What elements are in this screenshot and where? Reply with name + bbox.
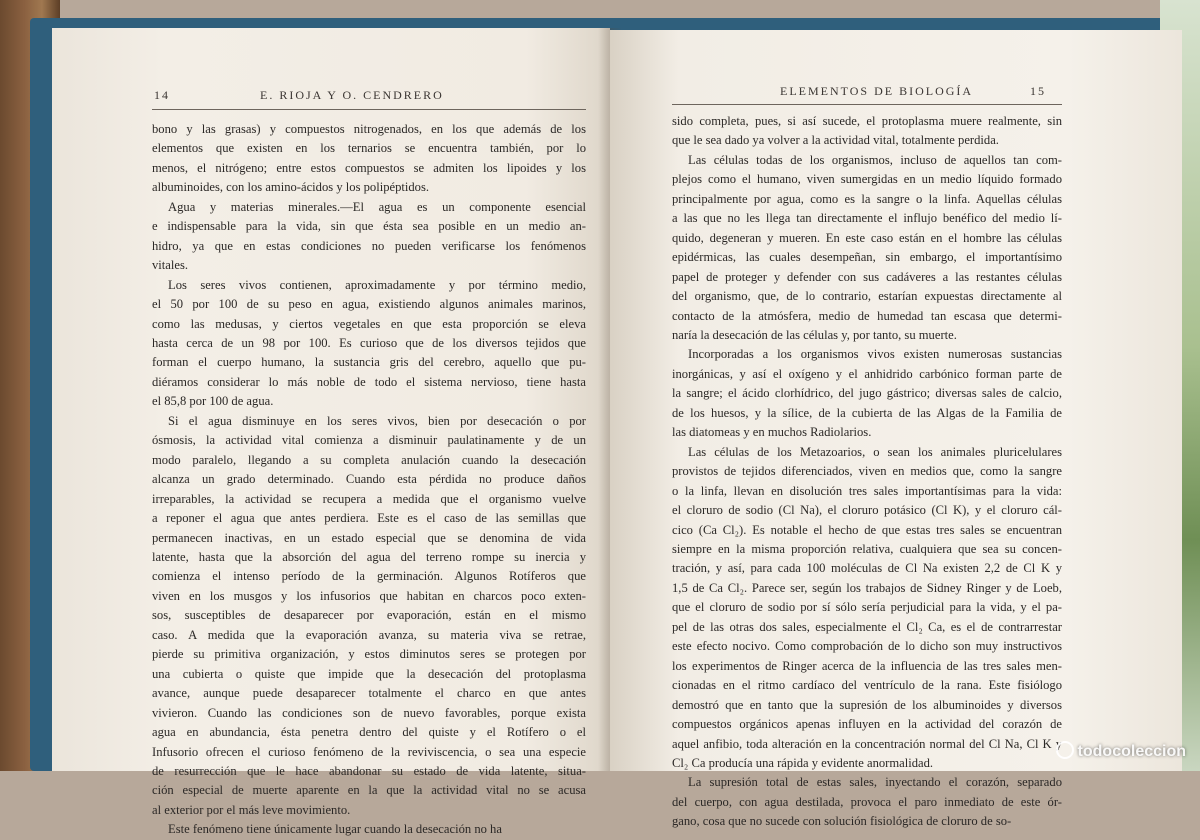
text-line: Cl₂ Ca producía una rápida y evidente anormalidad. (672, 755, 934, 770)
watermark (1056, 741, 1186, 761)
text-line: viven en los musgos y los infusorios que habitan en charcos poco exten- (152, 588, 586, 603)
right-page (610, 30, 1182, 829)
text-line: naría la desecación de las células y, por tanto, su muerte. (672, 327, 957, 342)
text-line: el 85,8 por 100 de agua. (152, 394, 274, 409)
text-line: el cloruro de sodio (Cl Na), el cloruro potásico (Cl K), y el cloruro cál- (672, 503, 1062, 518)
text-line: agua en abundancia, ésta penetra dentro del quiste y el Rotífero o el (152, 725, 586, 740)
text-line: ción especial de muerte aparente en la que la actividad vital no se acusa (152, 783, 586, 798)
text-line: bono y las grasas) y compuestos nitrogenados, en los que además de los (152, 122, 586, 136)
text-line: o la linfa, llevan en disolución tres sales importantísimas para la vida: (672, 483, 1062, 498)
text-line: a reponer el agua que antes perdiera. Este es el caso de las semillas que (152, 511, 586, 526)
page-number: 15 (1030, 84, 1046, 98)
text-line: que le sea dado ya volver a la actividad vital, totalmente perdida. (672, 133, 999, 148)
text-line: vivieron. Cuando las condiciones son de nuevo favorables, porque exista (152, 705, 586, 720)
text-line: tración, y así, para cada 100 moléculas de Cl Na existen 2,2 de Cl K y (672, 561, 1062, 576)
text-line: Agua y materias minerales.—El agua es un componente esencial (168, 199, 586, 214)
header-rule (672, 104, 1062, 105)
body-text (672, 112, 1062, 832)
text-line: vitales. (152, 258, 189, 273)
text-line: sos, susceptibles de desaparecer por evaporación, están en el mismo (152, 608, 586, 623)
text-line: contacto de la atmósfera, medio de humedad tan escasa que determi- (672, 308, 1062, 323)
header-rule (152, 109, 586, 110)
text-line: cionadas en el ritmo cardíaco del ventrículo de la rana. Este fisiólogo (672, 678, 1062, 693)
text-line: el 50 por 100 de su peso en agua, existiendo algunos animales marinos, (152, 297, 586, 312)
text-line: pierde su primitiva organización, y estos diminutos seres se protegen por (152, 647, 586, 662)
text-line: Infusorio ofrecen el curioso fenómeno de la reviviscencia, o sea una especie (152, 744, 586, 759)
text-line: quido, degeneran y mueren. En este caso están en el hombre las células (672, 230, 1062, 245)
text-line: diéramos considerar lo más noble de todo el sistema nervioso, tiene hasta (152, 374, 586, 389)
text-line: al exterior por el más leve movimiento. (152, 802, 351, 817)
text-line: Las células de los Metazoarios, o sean los animales pluricelulares (688, 444, 1062, 459)
text-line: papel de proteger y defender con sus cadáveres a las restantes células (672, 269, 1062, 284)
text-line: compuestos orgánicos apenas influyen en la actividad del corazón de (672, 717, 1062, 732)
text-line: este efecto nocivo. Como comprobación de lo dicho son muy instructivos (672, 639, 1062, 654)
text-line: como las medusas, y ciertos vegetales en que esta proporción se eleva (152, 316, 586, 331)
watermark-logo-icon (1056, 741, 1074, 759)
text-line: irreparables, la actividad se recupera a medida que el organismo vuelve (152, 491, 586, 506)
text-line: permanecen inactivas, en un estado especial que se denomina de vida (152, 530, 586, 545)
text-line: gano, cosa que no sucede con solución fisiológica de cloruro de so- (672, 814, 1012, 829)
text-line: e indispensable para la vida, sin que ésta sea posible en un medio an- (152, 219, 586, 234)
text-line: sido completa, pues, si así sucede, el protoplasma muere realmente, sin (672, 114, 1062, 128)
body-text (152, 120, 586, 840)
left-page (52, 28, 610, 837)
text-line: hidro, ya que en estas condiciones no pueden verificarse los fenómenos (152, 238, 586, 253)
text-line: ósmosis, la actividad vital comienza a disminuir paulatinamente y de un (152, 433, 586, 448)
text-line: de resurrección que le hace abandonar su estado de vida latente, situa- (152, 763, 586, 778)
text-line: que el cloruro de sodio por sí sólo sería perjudicial para la vida, y el pa- (672, 600, 1062, 615)
text-line: Si el agua disminuye en los seres vivos, bien por desecación o por (168, 413, 586, 428)
text-line: demostró que en tanto que la supresión de los albuminoides y diversos (672, 697, 1062, 712)
running-head: E. RIOJA Y O. CENDRERO (260, 88, 444, 102)
text-line: la sangre; el ácido clorhídrico, del jugo gástrico; diversas sales de calcio, (672, 386, 1062, 401)
text-line: comienza el intenso período de la germinación. Algunos Rotíferos que (152, 569, 586, 584)
text-line: los experimentos de Ringer acerca de la influencia de las tres sales men- (672, 658, 1062, 673)
text-line: a las que no les llega tan directamente el influjo benéfico del medio lí- (672, 211, 1062, 226)
text-line: una cubierta o quiste que impide que la desecación del protoplasma (152, 666, 586, 681)
text-line: del cuerpo, con agua destilada, provoca el paro inmediato de este ór- (672, 794, 1062, 809)
text-line: La supresión total de estas sales, inyectando el corazón, separado (688, 775, 1062, 790)
watermark-text: todocoleccion (1077, 743, 1186, 760)
text-line: Los seres vivos contienen, aproximadamente y por término medio, (168, 277, 586, 292)
text-line: hasta cerca de un 98 por 100. Es curioso que de los diversos tejidos que (152, 335, 586, 350)
text-line: pel de las otras dos sales, especialmente el Cl₂ Ca, es el de contrarrestar (672, 619, 1062, 634)
text-line: avance, aunque puede desaparecer totalmente el charco en que antes (152, 686, 586, 701)
page-number: 14 (154, 88, 170, 102)
text-line: inorgánicas, y así el oxígeno y el anhidrido carbónico forman parte de (672, 366, 1062, 381)
text-line: 1,5 de Ca Cl₂. Parece ser, según los trabajos de Sidney Ringer y de Loeb, (672, 580, 1062, 595)
text-line: provistos de tejidos diferenciados, viven en medios que, como la sangre (672, 464, 1062, 479)
text-line: latente, hasta que la absorción del agua del terreno rompe su inercia y (152, 549, 586, 564)
text-line: de los huesos, y la sílice, de la cubierta de las Algas de la Familia de (672, 405, 1062, 420)
text-line: plejos como el humano, viven sumergidas en un medio líquido formado (672, 172, 1062, 187)
text-line: siempre en la misma proporción relativa, cualquiera que sea su concen- (672, 541, 1062, 556)
text-line: alcanza un grado determinado. Cuando esta pérdida no produce daños (152, 472, 586, 487)
text-line: Las células todas de los organismos, incluso de aquellos tan com- (688, 152, 1062, 167)
text-line: principalmente por agua, como es la sangre o la linfa. Aquellas células (672, 191, 1062, 206)
text-line: forman el cuerpo humano, la sustancia gris del cerebro, aquello que pu- (152, 355, 586, 370)
text-line: Incorporadas a los organismos vivos existen numerosas sustancias (688, 347, 1062, 362)
text-line: las diatomeas y en muchos Radiolarios. (672, 425, 872, 440)
text-line: cico (Ca Cl₂). Es notable el hecho de que estas tres sales se encuentran (672, 522, 1062, 537)
text-line: caso. A medida que la evaporación avanza, su materia viva se retrae, (152, 627, 586, 642)
text-line: albuminoides, con los amino-ácidos y los polipéptidos. (152, 180, 430, 195)
text-line: modo paralelo, llegando a su completa anulación cuando la desecación (152, 452, 586, 467)
text-line: elementos que existen en los ternarios se encuentra también, por lo (152, 141, 586, 156)
text-line: del organismo, que, de lo contrario, estarían expuestas directamente al (672, 289, 1062, 304)
running-head: ELEMENTOS DE BIOLOGÍA (780, 84, 974, 98)
text-line: menos, el nitrógeno; entre estos compuestos se admiten los lipoides y los (152, 160, 586, 175)
text-line: Este fenómeno tiene únicamente lugar cuando la desecación no ha (168, 822, 502, 837)
text-line: epidérmicas, las cuales desempeñan, sin embargo, el importantísimo (672, 250, 1062, 265)
text-line: aquel anfibio, toda alteración en la concentración normal del Cl Na, Cl K y (672, 736, 1062, 751)
